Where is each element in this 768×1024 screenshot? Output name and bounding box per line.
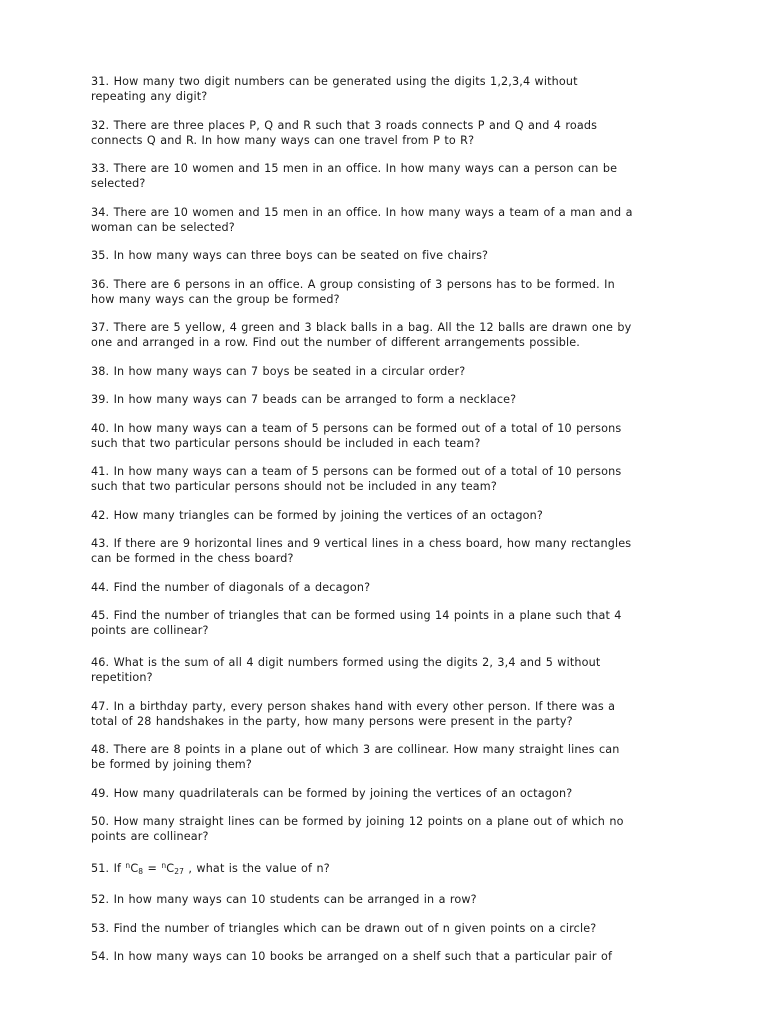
question-53: 53. Find the number of triangles which can be drawn out of n given points on a circle? bbox=[91, 921, 597, 935]
question-33: 33. There are 10 women and 15 men in an office. In how many ways can a person can be selected? bbox=[91, 162, 618, 190]
question-44: 44. Find the number of diagonals of a decagon? bbox=[91, 580, 371, 594]
question-32: 32. There are three places P, Q and R such that 3 roads connects P and Q and 4 roads connects Q and R. In how many ways can one travel from P to R? bbox=[91, 118, 598, 147]
question-list bbox=[91, 74, 691, 964]
question-45: 45. Find the number of triangles that can be formed using 14 points in a plane such that 4 points are collinear? bbox=[91, 609, 622, 637]
question-49: 49. How many quadrilaterals can be formed by joining the vertices of an octagon? bbox=[91, 786, 573, 800]
question-51: 51. If $^nC_8 = ^nC_{27}$ , what is the value of n? bbox=[91, 860, 330, 876]
question-35: 35. In how many ways can three boys can be seated on five chairs? bbox=[91, 249, 489, 262]
question-36: 36. There are 6 persons in an office. A group consisting of 3 persons has to be formed. In how many ways can the group be formed? bbox=[91, 277, 615, 306]
question-31: 31. How many two digit numbers can be generated using the digits 1,2,3,4 without repeating any digit? bbox=[91, 75, 578, 103]
question-41: 41. In how many ways can a team of 5 persons can be formed out of a total of 10 persons such that two particular persons should not be included in any team? bbox=[91, 465, 622, 493]
question-52: 52. In how many ways can 10 students can be arranged in a row? bbox=[91, 893, 477, 906]
question-43: 43. If there are 9 horizontal lines and 9 vertical lines in a chess board, how many rectangles can be formed in the chess board? bbox=[91, 537, 632, 565]
question-34: 34. There are 10 women and 15 men in an office. In how many ways a team of a man and a woman can be selected? bbox=[91, 205, 633, 234]
question-40: 40. In how many ways can a team of 5 persons can be formed out of a total of 10 persons such that two particular persons should be included in each team? bbox=[91, 421, 622, 450]
question-47: 47. In a birthday party, every person shakes hand with every other person. If there was a total of 28 handshakes in the party, how many persons were present in the party? bbox=[91, 699, 616, 728]
question-48: 48. There are 8 points in a plane out of which 3 are collinear. How many straight lines can be formed by joining them? bbox=[91, 743, 620, 771]
question-50: 50. How many straight lines can be formed by joining 12 points on a plane out of which no points are collinear? bbox=[91, 815, 624, 843]
question-37: 37. There are 5 yellow, 4 green and 3 black balls in a bag. All the 12 balls are drawn one by one and arranged in a row. Find out the number of different arrangements possible. bbox=[91, 321, 632, 349]
question-39: 39. In how many ways can 7 beads can be arranged to form a necklace? bbox=[91, 393, 517, 406]
question-42: 42. How many triangles can be formed by joining the vertices of an octagon? bbox=[91, 508, 544, 522]
question-38: 38. In how many ways can 7 boys be seated in a circular order? bbox=[91, 364, 466, 378]
question-54: 54. In how many ways can 10 books be arranged on a shelf such that a particular pair of bbox=[91, 950, 613, 963]
question-46: 46. What is the sum of all 4 digit numbers formed using the digits 2, 3,4 and 5 without repetition? bbox=[91, 656, 601, 684]
